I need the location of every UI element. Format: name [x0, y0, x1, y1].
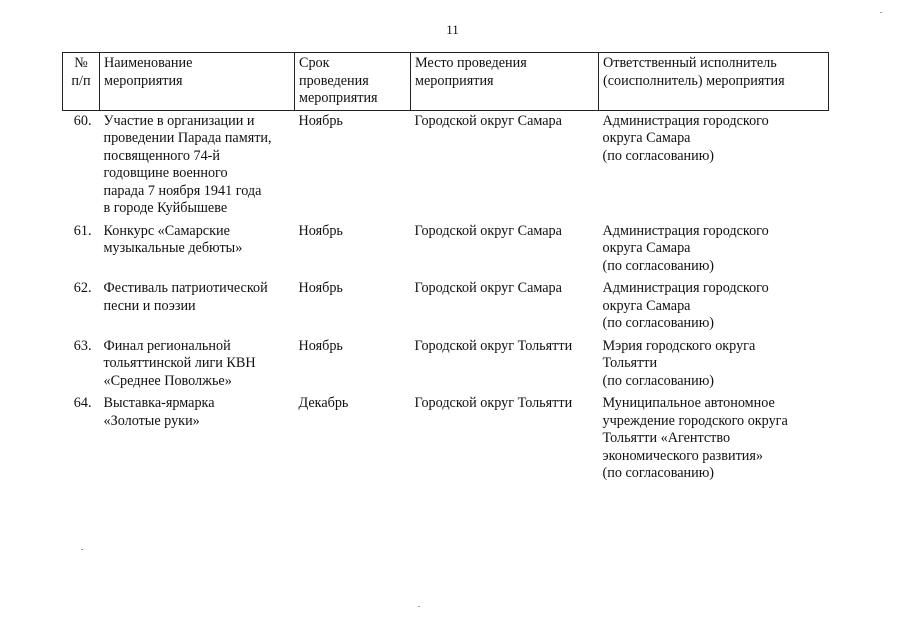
table-header	[63, 53, 829, 111]
event-name: Финал региональной тольяттинской лиги КВН «Среднее Поволжье»	[103, 337, 256, 389]
event-name: Участие в организации и проведении Парада памяти, посвященного 74-й годовщине военного парада 7 ноября 1941 года в городе Куйбышеве	[103, 112, 272, 216]
event-responsible: Администрация городского округа Самара (по согласованию)	[602, 112, 769, 164]
scan-speck	[81, 549, 83, 550]
header-place: Место проведения мероприятия	[411, 53, 599, 111]
header-number: № п/п	[63, 53, 100, 111]
event-date: Ноябрь	[298, 112, 343, 129]
event-responsible: Администрация городского округа Самара (по согласованию)	[602, 222, 769, 274]
header-responsible: Ответственный исполнитель (соисполнитель) мероприятия	[599, 53, 829, 111]
event-name: Выставка-ярмарка «Золотые руки»	[103, 395, 215, 429]
table-body	[63, 110, 829, 488]
table-row	[63, 395, 829, 488]
table-row	[63, 223, 829, 281]
table-row	[63, 110, 829, 223]
event-responsible: Администрация городского округа Самара (по согласованию)	[602, 280, 769, 331]
event-place: Городской округ Тольятти	[414, 395, 573, 411]
row-number: 61.	[73, 222, 92, 239]
event-place: Городской округ Самара	[414, 280, 562, 296]
scan-speck	[418, 606, 420, 607]
event-date: Ноябрь	[298, 222, 343, 239]
event-responsible: Муниципальное автономное учреждение городского округа Тольятти «Агентство экономического развития» (по согласованию)	[602, 395, 788, 481]
event-date: Декабрь	[298, 395, 349, 411]
event-name: Конкурс «Самарские музыкальные дебюты»	[103, 222, 243, 256]
event-place: Городской округ Самара	[414, 112, 562, 129]
event-responsible: Мэрия городского округа Тольятти (по согласованию)	[602, 337, 756, 389]
table-row	[63, 338, 829, 396]
row-number: 62.	[73, 280, 92, 296]
event-place: Городской округ Самара	[414, 222, 562, 239]
event-date: Ноябрь	[298, 280, 343, 296]
header-row	[63, 53, 829, 111]
event-date: Ноябрь	[298, 337, 343, 354]
row-number: 63.	[73, 337, 92, 354]
header-event-name: Наименование мероприятия	[100, 53, 295, 111]
event-name: Фестиваль патриотической песни и поэзии	[103, 280, 268, 314]
row-number: 60.	[73, 112, 92, 129]
table-row	[63, 280, 829, 338]
event-place: Городской округ Тольятти	[414, 337, 573, 354]
scan-speck	[880, 12, 882, 13]
events-table	[62, 52, 829, 488]
row-number: 64.	[73, 395, 92, 411]
page-number: 11	[446, 22, 459, 37]
header-date: Срок проведения мероприятия	[295, 53, 411, 111]
